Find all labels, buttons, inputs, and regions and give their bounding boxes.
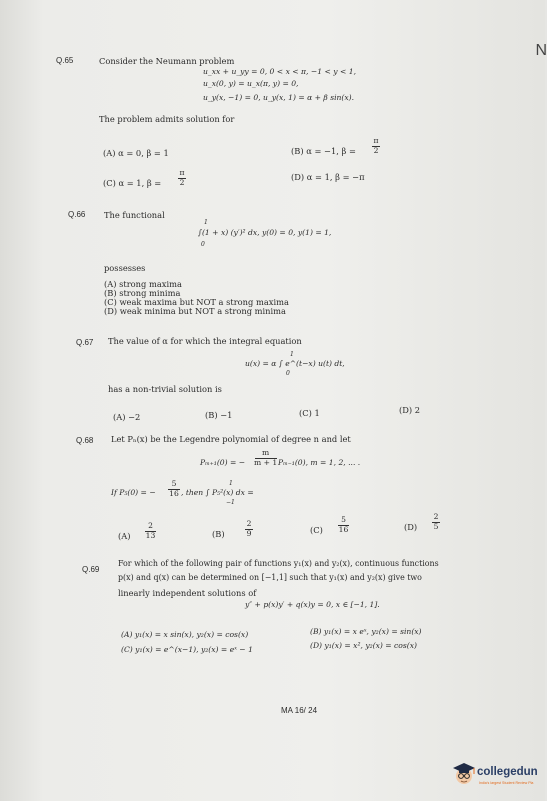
option-b-fraction: 2 9	[246, 519, 252, 538]
option-d: (D) weak minima but NOT a strong minima	[104, 306, 286, 316]
ode-equation: y″ + p(x)y′ + q(x)y = 0, x ∈ [−1, 1].	[245, 600, 380, 609]
graduate-avatar-icon	[452, 761, 476, 787]
equation-line: u_x(0, y) = u_x(π, y) = 0,	[203, 79, 299, 88]
option-d: (D) y₁(x) = x², y₂(x) = cos(x)	[310, 641, 417, 650]
condition-right: , then ∫ P₅²(x) dx =	[181, 488, 254, 497]
question-stem: Let Pₙ(x) be the Legendre polynomial of degree n and let	[111, 434, 351, 444]
integral-upper-limit: 1	[290, 351, 294, 358]
option-a: (A) y₁(x) = x sin(x), y₂(x) = cos(x)	[121, 630, 249, 639]
option-b: (B) strong minima	[104, 288, 181, 298]
page-number: MA 16/ 24	[281, 706, 318, 715]
page-edge-letter: N	[535, 42, 547, 59]
option-a: (A) strong maxima	[104, 279, 182, 289]
integral-equation: u(x) = α ∫ e^(t−x) u(t) dt,	[245, 359, 345, 368]
option-d-label: (D)	[404, 522, 418, 532]
question-stem: The functional	[104, 210, 165, 220]
option-d-fraction: 2 5	[433, 512, 439, 531]
collegedunia-watermark	[452, 761, 545, 801]
integral-upper-limit: 1	[229, 480, 233, 487]
question-tail: The problem admits solution for	[99, 114, 235, 124]
option-c: (C) 1	[299, 408, 320, 418]
option-a-label: (A)	[118, 531, 131, 541]
equation-line: u_y(x, −1) = 0, u_y(x, 1) = α + β sin(x).	[203, 93, 355, 102]
option-a: (A) −2	[113, 412, 141, 422]
question-number: Q.65	[56, 56, 74, 65]
option-b-label: (B)	[212, 529, 225, 539]
option-c: (C) weak maxima but NOT a strong maxima	[104, 297, 289, 307]
question-line: For which of the following pair of functions y₁(x) and y₂(x), continuous functions	[118, 559, 439, 568]
fraction: 5 16	[169, 479, 179, 498]
option-a: (A) α = 0, β = 1	[103, 148, 169, 158]
fraction: π 2	[373, 136, 379, 155]
watermark-name: collegedun	[477, 766, 538, 778]
option-b: (B) y₁(x) = x eˣ, y₂(x) = sin(x)	[310, 627, 422, 636]
question-number: Q.66	[68, 210, 86, 219]
option-a-fraction: 2 13	[145, 521, 156, 540]
question-stem: Consider the Neumann problem	[99, 56, 235, 66]
option-c-label: (C)	[310, 525, 323, 535]
condition-left: If P₅(0) = −	[111, 488, 156, 497]
question-number: Q.69	[82, 565, 100, 574]
question-number: Q.67	[76, 338, 94, 347]
integral-expression: ∫(1 + x) (y′)² dx, y(0) = 0, y(1) = 1,	[198, 228, 332, 237]
integral-lower-limit: 0	[286, 370, 290, 377]
integral-lower-limit: 0	[201, 241, 205, 248]
recurrence-right: Pₘ₋₁(0), m = 1, 2, ... .	[278, 458, 361, 467]
question-stem: The value of α for which the integral equation	[108, 336, 302, 346]
option-c-fraction: 5 16	[338, 515, 349, 534]
question-tail: has a non-trivial solution is	[108, 384, 222, 394]
option-b: (B) α = −1, β =	[291, 146, 356, 156]
question-number: Q.68	[76, 436, 94, 445]
option-d: (D) α = 1, β = −π	[291, 172, 365, 182]
question-tail: possesses	[104, 263, 146, 273]
option-c: (C) y₁(x) = e^(x−1), y₂(x) = eˣ − 1	[121, 645, 253, 654]
watermark-tagline: India's largest Student Review Pla	[479, 781, 534, 785]
option-c: (C) α = 1, β =	[103, 178, 162, 188]
fraction: m m + 1	[254, 448, 278, 467]
integral-lower-limit: −1	[226, 499, 235, 506]
fraction: π 2	[179, 168, 185, 187]
equation-line: u_xx + u_yy = 0, 0 < x < π, −1 < y < 1,	[203, 67, 356, 76]
question-line: p(x) and q(x) can be determined on [−1,1] such that y₁(x) and y₂(x) give two	[118, 573, 422, 582]
option-d: (D) 2	[399, 405, 421, 415]
recurrence-left: Pₘ₊₁(0) = −	[200, 458, 246, 467]
integral-upper-limit: 1	[204, 219, 208, 226]
option-b: (B) −1	[205, 410, 233, 420]
question-line: linearly independent solutions of	[118, 588, 257, 598]
